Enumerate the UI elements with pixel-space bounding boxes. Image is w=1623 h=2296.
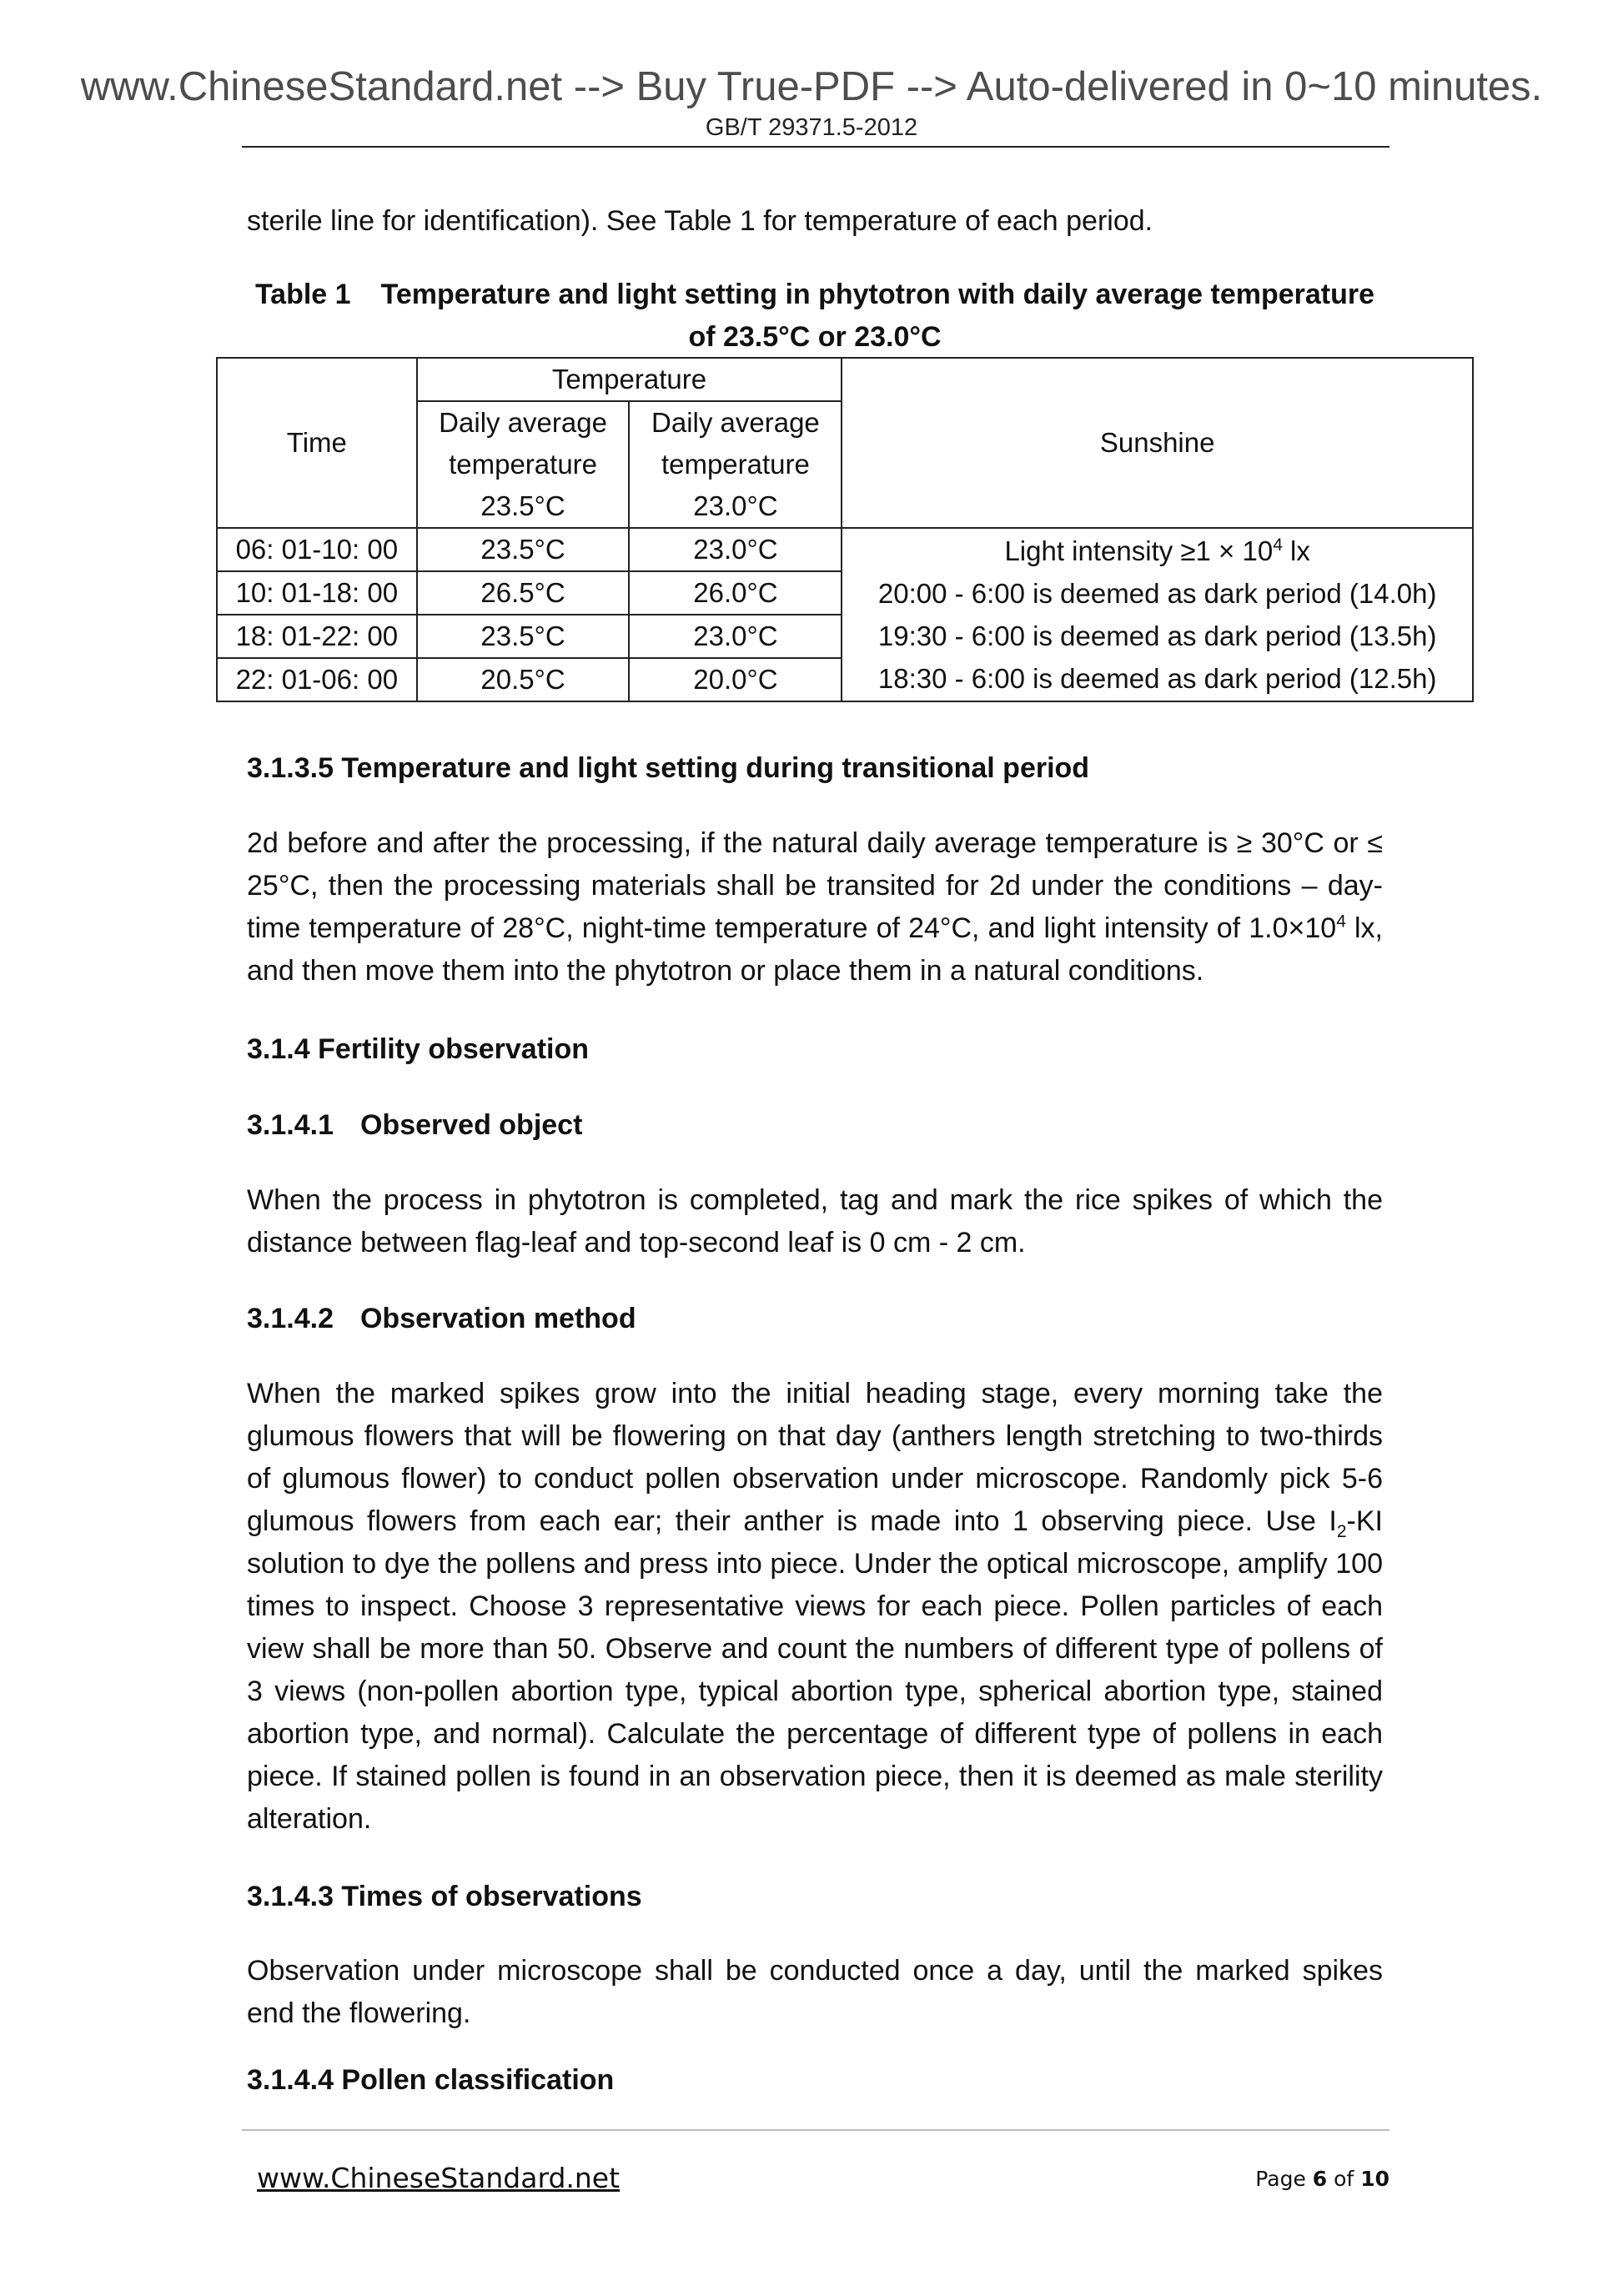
paragraph: When the process in phytotron is completed, tag and mark the rice spikes of which the distance between flag-leaf and top-second leaf is 0 cm - 2 cm. — [247, 1184, 1383, 1259]
section-3-1-4-1-body — [247, 1179, 1383, 1264]
cell-time: 22: 01-06: 00 — [217, 658, 417, 701]
section-3-1-4-2-body — [247, 1373, 1383, 1841]
site-banner: www.ChineseStandard.net --> Buy True-PDF --> Auto-delivered in 0~10 minutes. — [80, 64, 1543, 109]
section-3-1-4-3-body — [247, 1950, 1383, 2035]
page-total: 10 — [1360, 2167, 1389, 2191]
table-caption — [247, 274, 1383, 359]
page-current: 6 — [1312, 2167, 1328, 2191]
footer-divider — [242, 2129, 1389, 2131]
light-suffix: lx — [1282, 535, 1310, 566]
light-exponent: 4 — [1273, 535, 1283, 555]
page-indicator — [1255, 2167, 1389, 2191]
cell-temp-23-0: 26.0°C — [629, 571, 842, 615]
header-daily-avg-23-0 — [629, 401, 842, 528]
cell-time: 06: 01-10: 00 — [217, 528, 417, 571]
footer-website-link[interactable]: www.ChineseStandard.net — [257, 2162, 621, 2194]
header-line: 23.0°C — [693, 490, 778, 521]
page-of: of — [1334, 2167, 1354, 2191]
section-heading-3-1-4-2 — [247, 1298, 636, 1340]
superscript: 4 — [1336, 912, 1346, 932]
cell-temp-23-0: 23.0°C — [629, 528, 842, 571]
section-heading-3-1-4-4: 3.1.4.4 Pollen classification — [247, 2064, 615, 2096]
text-part: -KI solution to dye the pollens and press into piece. Under the optical microscope, amplify 100 times to inspect. Choose 3 representative views for each piece. Pollen particles of each view shall be more than 50. Observe and count the numbers of different type of pollens of 3 views (non-pollen abortion type, typical abortion type, spherical abortion type, stained abortion type, and normal). Calculate the percentage of different type of pollens in each piece. If stained pollen is found in an observation piece, then it is deemed as male sterility alteration. — [247, 1505, 1383, 1835]
header-divider — [242, 146, 1389, 148]
subscript: 2 — [1336, 1521, 1347, 1541]
dark-period-line: 19:30 - 6:00 is deemed as dark period (13.5h) — [877, 620, 1437, 651]
header-line: 23.5°C — [480, 490, 565, 521]
light-intensity-line — [847, 530, 1467, 572]
header-time: Time — [217, 358, 417, 528]
intro-paragraph — [247, 200, 1383, 243]
table-row — [217, 528, 1473, 571]
paragraph — [247, 822, 1383, 992]
text-part: When the marked spikes grow into the initial heading stage, every morning take the glumous flowers that will be flowering on that day (anthers length stretching to two-thirds of glumous flower) to conduct pollen observation under microscope. Randomly pick 5-6 glumous flowers from each ear; their anther is made into 1 observing piece. Use I — [247, 1378, 1383, 1537]
cell-temp-23-5: 23.5°C — [417, 615, 630, 658]
section-number: 3.1.4.2 — [247, 1303, 334, 1334]
table-title: Temperature and light setting in phytotron with daily average temperature of 23.5°C or 23.0°C — [380, 279, 1375, 353]
paragraph — [247, 1373, 1383, 1841]
cell-time: 10: 01-18: 00 — [217, 571, 417, 615]
header-sunshine: Sunshine — [842, 358, 1473, 528]
section-number: 3.1.4.1 — [247, 1109, 334, 1141]
cell-temp-23-0: 20.0°C — [629, 658, 842, 701]
header-daily-avg-23-5 — [417, 401, 630, 528]
cell-temp-23-0: 23.0°C — [629, 615, 842, 658]
section-title: Observed object — [359, 1109, 583, 1141]
cell-time: 18: 01-22: 00 — [217, 615, 417, 658]
intro-text: sterile line for identification). See Table 1 for temperature of each period. — [247, 205, 1153, 237]
header-line: temperature — [661, 449, 810, 480]
dark-period-line: 18:30 - 6:00 is deemed as dark period (12.5h) — [877, 663, 1437, 694]
cell-temp-23-5: 20.5°C — [417, 658, 630, 701]
section-3-1-3-5-body — [247, 822, 1383, 992]
header-line: Daily average — [439, 407, 607, 438]
table-label: Table 1 — [254, 279, 351, 310]
section-title: Observation method — [359, 1303, 636, 1334]
dark-period-line: 20:00 - 6:00 is deemed as dark period (14.0h) — [877, 578, 1437, 609]
page-word: Page — [1255, 2167, 1306, 2191]
text-part: lx, and then move them into the phytotron or place them in a natural conditions. — [247, 912, 1383, 987]
text-part: 2d before and after the processing, if the natural daily average temperature is ≥ 30°C or ≤ 25°C, then the processing materials shall be transited for 2d under the conditions – day-time temperature of 28°C, night-time temperature of 24°C, and light intensity of 1.0×10 — [247, 827, 1383, 944]
section-heading-3-1-4: 3.1.4 Fertility observation — [247, 1033, 590, 1065]
temperature-light-table — [216, 357, 1474, 702]
section-heading-3-1-3-5: 3.1.3.5 Temperature and light setting during transitional period — [247, 752, 1090, 784]
paragraph: Observation under microscope shall be conducted once a day, until the marked spikes end the flowering. — [247, 1955, 1383, 2029]
section-heading-3-1-4-1 — [247, 1104, 582, 1147]
cell-sunshine — [842, 528, 1473, 701]
section-heading-3-1-4-3: 3.1.4.3 Times of observations — [247, 1881, 642, 1912]
header-line: Daily average — [651, 407, 820, 438]
cell-temp-23-5: 23.5°C — [417, 528, 630, 571]
cell-temp-23-5: 26.5°C — [417, 571, 630, 615]
header-line: temperature — [449, 449, 598, 480]
document-id: GB/T 29371.5-2012 — [705, 114, 918, 141]
header-temperature: Temperature — [417, 358, 842, 401]
light-prefix: Light intensity ≥1 × 10 — [1004, 535, 1274, 566]
